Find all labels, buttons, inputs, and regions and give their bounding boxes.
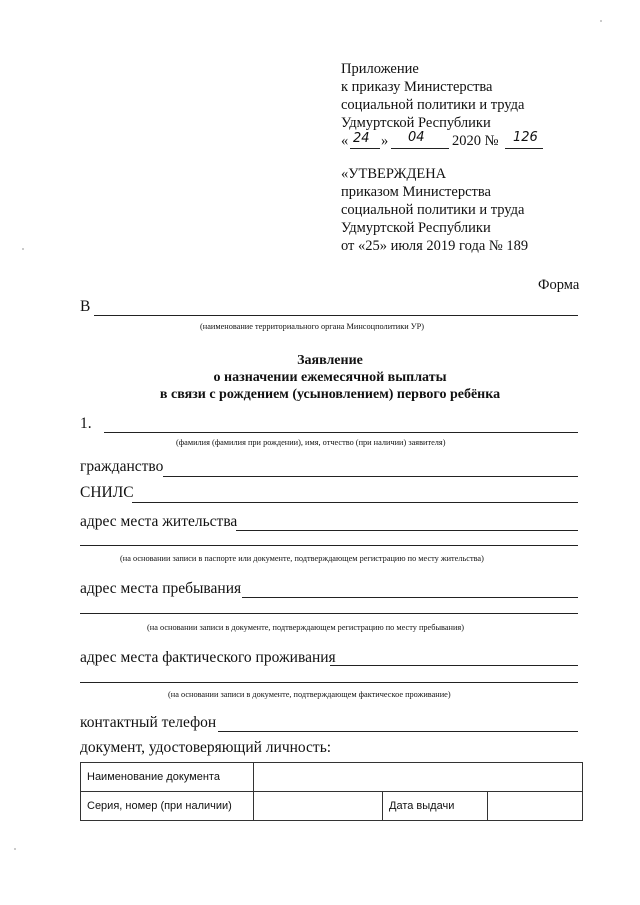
series-cell[interactable]: [254, 792, 383, 821]
issue-date-label: Дата выдачи: [383, 792, 488, 821]
annex-month: 04: [408, 130, 425, 145]
actual-field-2[interactable]: [80, 682, 578, 683]
stay-label: адрес места пребывания: [80, 580, 242, 597]
snils-field[interactable]: [132, 502, 578, 503]
approved-line-5: от «25» июля 2019 года № 189: [341, 238, 529, 254]
approved-line-3: социальной политики и труда: [341, 202, 525, 218]
approved-line-4: Удмуртской Республики: [341, 220, 491, 236]
scan-speck: [22, 248, 24, 250]
citizenship-field[interactable]: [163, 476, 578, 477]
stay-field[interactable]: [242, 597, 578, 598]
table-row: [81, 792, 583, 821]
to-prefix: В: [80, 298, 91, 315]
phone-field[interactable]: [218, 731, 578, 732]
number-underline: [505, 148, 543, 149]
applicant-name-field[interactable]: [104, 432, 578, 433]
actual-caption: (на основании записи в документе, подтверждающем фактическое проживание): [168, 690, 451, 699]
applicant-caption: (фамилия (фамилия при рождении), имя, отчество (при наличии) заявителя): [176, 438, 446, 447]
stay-field-2[interactable]: [80, 613, 578, 614]
form-label: Форма: [538, 277, 580, 293]
approved-line-1: «УТВЕРЖДЕНА: [341, 166, 447, 182]
residence-field-2[interactable]: [80, 545, 578, 546]
scan-speck: [600, 20, 602, 22]
annex-line-2: к приказу Министерства: [341, 79, 493, 95]
id-doc-table: [80, 762, 583, 821]
id-doc-label: документ, удостоверяющий личность:: [80, 739, 332, 756]
doc-name-label: Наименование документа: [81, 763, 254, 792]
annex-day: 24: [353, 131, 370, 146]
annex-year: 2020 №: [452, 133, 499, 149]
table-row: [81, 763, 583, 792]
stay-caption: (на основании записи в документе, подтверждающем регистрацию по месту пребывания): [147, 623, 464, 632]
actual-field[interactable]: [330, 665, 578, 666]
title-line-1: Заявление: [297, 353, 363, 368]
doc-name-cell[interactable]: [254, 763, 583, 792]
applicant-number: 1.: [80, 415, 92, 432]
residence-caption: (на основании записи в паспорте или документе, подтверждающем регистрацию по месту жительства): [120, 554, 484, 563]
annex-date-open: «: [341, 133, 349, 149]
phone-label: контактный телефон: [80, 714, 217, 731]
residence-label: адрес места жительства: [80, 513, 238, 530]
annex-line-1: Приложение: [341, 61, 419, 77]
month-underline: [391, 148, 449, 149]
annex-date-mid: »: [381, 133, 389, 149]
day-underline: [350, 148, 380, 149]
annex-number: 126: [513, 130, 538, 145]
annex-line-3: социальной политики и труда: [341, 97, 525, 113]
annex-line-4: Удмуртской Республики: [341, 115, 491, 131]
title-line-3: в связи с рождением (усыновлением) первого ребёнка: [159, 387, 501, 402]
residence-field[interactable]: [236, 530, 578, 531]
approved-line-2: приказом Министерства: [341, 184, 491, 200]
to-field[interactable]: [94, 315, 578, 316]
citizenship-label: гражданство: [80, 458, 164, 475]
title-line-2: о назначении ежемесячной выплаты: [213, 370, 447, 385]
issue-date-cell[interactable]: [488, 792, 583, 821]
to-caption: (наименование территориального органа Минсоцполитики УР): [200, 322, 424, 331]
snils-label: СНИЛС: [80, 484, 134, 501]
scan-speck: [14, 848, 16, 850]
actual-label: адрес места фактического проживания: [80, 649, 336, 666]
series-label: Серия, номер (при наличии): [81, 792, 254, 821]
